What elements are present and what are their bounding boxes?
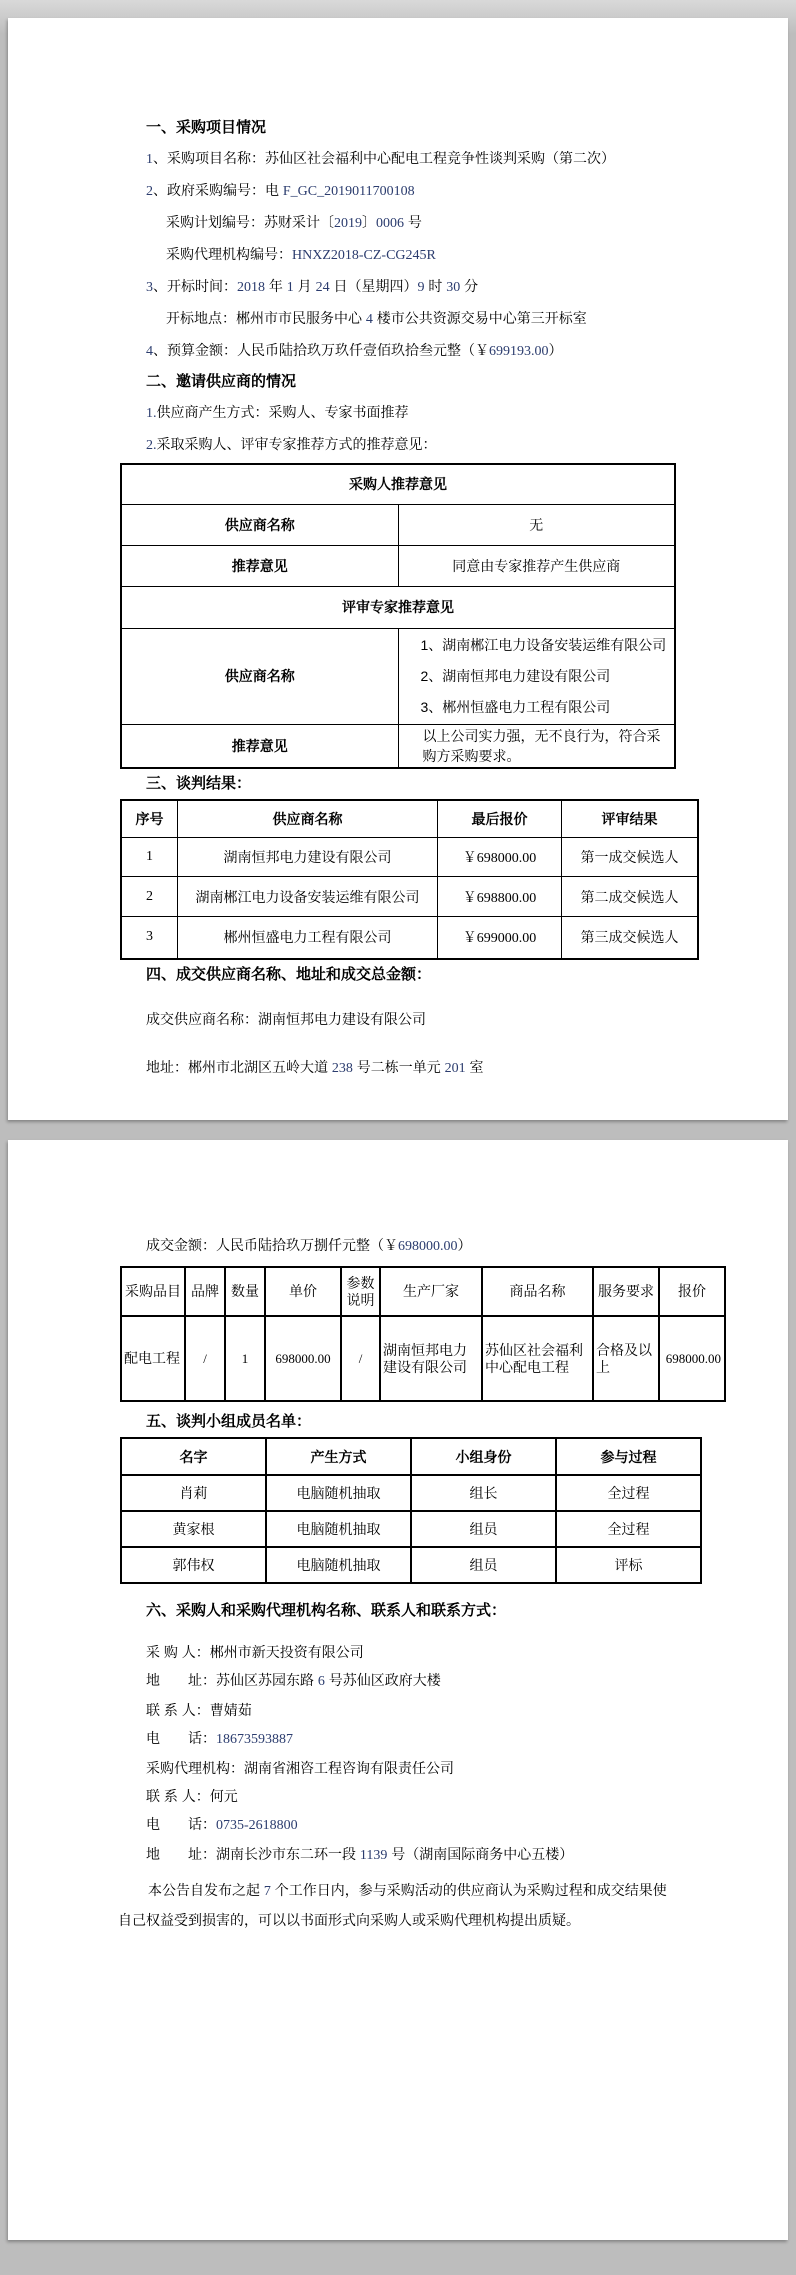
- text-segment: 0006: [376, 216, 404, 231]
- table-cell-supplier-list: [398, 628, 675, 724]
- contact-line-agency-person: [146, 1782, 676, 1810]
- contact-line-agency-address: [146, 1840, 676, 1870]
- table-row: [121, 1316, 725, 1401]
- column-header: 产生方式: [266, 1438, 411, 1475]
- text-segment: 24: [315, 280, 330, 295]
- paragraph-budget: [146, 335, 676, 367]
- paragraph-agency-no: [166, 239, 676, 271]
- members-table: [120, 1437, 702, 1584]
- paragraph-open-time: [146, 271, 676, 303]
- text-segment: 采购代理机构：湖南省湘咨工程咨询有限责任公司: [146, 1760, 454, 1776]
- text-segment: 30: [446, 280, 461, 295]
- paragraph-supplier-way: [146, 397, 676, 429]
- text-segment: 1.: [146, 406, 157, 421]
- section-heading-2: 二、邀请供应商的情况: [146, 373, 297, 390]
- column-header: 数量: [225, 1267, 265, 1316]
- text-segment: 〕: [362, 214, 376, 230]
- text-segment: 采取采购人、评审专家推荐方式的推荐意见：: [156, 436, 437, 452]
- paragraph-project-name: [146, 143, 676, 175]
- table-row: [121, 628, 675, 724]
- column-header: 名字: [121, 1438, 266, 1475]
- section-heading-6: 六、采购人和采购代理机构名称、联系人和联系方式：: [146, 1602, 507, 1619]
- text-segment: 日（星期四）: [329, 278, 418, 294]
- text-segment: 楼市公共资源交易中心第三开标室: [372, 310, 587, 326]
- table-cell-brand: /: [185, 1316, 225, 1401]
- table-cell-price: ￥698800.00: [438, 877, 562, 917]
- text-segment: ）: [548, 342, 563, 358]
- table-cell-index: 1: [121, 838, 178, 877]
- product-table: [120, 1266, 726, 1402]
- column-header: 序号: [121, 800, 178, 838]
- table-cell-params: /: [341, 1316, 380, 1401]
- document-viewer: [0, 18, 796, 2275]
- text-segment: 电 话：: [146, 1816, 216, 1832]
- section-heading-4: 四、成交供应商名称、地址和成交总金额：: [146, 965, 432, 983]
- table-cell-name: 肖莉: [121, 1475, 266, 1511]
- column-header: 品牌: [185, 1267, 225, 1316]
- table-cell-role: 组长: [411, 1475, 556, 1511]
- table-cell-product-name: 苏仙区社会福利中心配电工程: [482, 1316, 593, 1401]
- paragraph-dispute-notice: [118, 1876, 676, 1935]
- text-segment: 7: [263, 1884, 271, 1899]
- table-row: [121, 464, 675, 504]
- section-heading-5: 五、谈判小组成员名单：: [146, 1413, 312, 1430]
- text-segment: ）: [457, 1237, 472, 1253]
- text-segment: 号（湖南国际商务中心五楼）: [387, 1846, 574, 1862]
- table-cell-result: 第二成交候选人: [562, 877, 699, 917]
- table-cell-label: 供应商名称: [121, 628, 398, 724]
- table-cell-supplier: 湖南郴江电力设备安装运维有限公司: [178, 877, 438, 917]
- text-segment: 2.: [146, 438, 157, 453]
- table-cell-method: 电脑随机抽取: [266, 1511, 411, 1547]
- paragraph-deal-amount: [146, 1230, 676, 1262]
- text-segment: 电 话：: [146, 1730, 216, 1746]
- table-cell-value: 无: [398, 504, 675, 545]
- column-header: 服务要求: [593, 1267, 659, 1316]
- table-cell-method: 电脑随机抽取: [266, 1547, 411, 1583]
- table-cell-result: 第三成交候选人: [562, 917, 699, 959]
- text-segment: 成交金额：人民币陆拾玖万捌仟元整（￥: [146, 1237, 398, 1253]
- text-segment: 、预算金额：人民币陆拾玖万玖仟壹佰玖拾叁元整（￥: [153, 342, 489, 358]
- table-row: [121, 917, 698, 959]
- table-row: [121, 1475, 701, 1511]
- text-segment: 开标地点：郴州市市民服务中心: [166, 310, 366, 326]
- text-segment: 201: [444, 1060, 466, 1076]
- table-cell-result: 第一成交候选人: [562, 838, 699, 877]
- table-row: [121, 504, 675, 545]
- table-cell-value: 同意由专家推荐产生供应商: [398, 545, 675, 586]
- contact-line-person: [146, 1696, 676, 1724]
- table-cell-method: 电脑随机抽取: [266, 1475, 411, 1511]
- table-cell-purchaser-header: 采购人推荐意见: [121, 464, 675, 504]
- text-segment: 采购计划编号：苏财采计〔: [166, 214, 334, 230]
- column-header: 评审结果: [562, 800, 699, 838]
- text-segment: 地址：郴州市北湖区五岭大道: [146, 1058, 332, 1075]
- text-segment: 6: [317, 1674, 325, 1689]
- table-cell-scope: 评标: [556, 1547, 701, 1583]
- table-cell-service-req: 合格及以上: [593, 1316, 659, 1401]
- text-segment: 成交供应商名称：湖南恒邦电力建设有限公司: [146, 1010, 426, 1027]
- text-segment: HNXZ2018-CZ-CG245R: [292, 248, 436, 263]
- column-header: 生产厂家: [380, 1267, 482, 1316]
- paragraph-winner-address: [146, 1052, 676, 1084]
- section-heading-1: 一、采购项目情况: [146, 119, 267, 136]
- text-segment: 供应商产生方式：采购人、专家书面推荐: [156, 404, 409, 420]
- table-cell-qty: 1: [225, 1316, 265, 1401]
- text-segment: 、开标时间：: [153, 278, 237, 294]
- table-cell-name: 郭伟权: [121, 1547, 266, 1583]
- table-row: [121, 1547, 701, 1583]
- text-segment: 室: [465, 1058, 484, 1075]
- text-segment: 、采购项目名称：苏仙区社会福利中心配电工程竞争性谈判采购（第二次）: [153, 150, 615, 166]
- table-cell-index: 2: [121, 877, 178, 917]
- paragraph-open-place: [166, 303, 676, 335]
- table-cell-supplier: 湖南恒邦电力建设有限公司: [178, 838, 438, 877]
- table-row: [121, 1511, 701, 1547]
- contact-line-agency-phone: [146, 1810, 676, 1840]
- text-segment: 699193.00: [489, 344, 549, 359]
- paragraph-gov-procurement-no: [146, 175, 676, 207]
- column-header: 商品名称: [482, 1267, 593, 1316]
- text-segment: 2: [146, 184, 153, 199]
- table-cell-quote: 698000.00: [659, 1316, 725, 1401]
- text-segment: 联 系 人：曹婧茹: [146, 1702, 252, 1718]
- table-row: [121, 545, 675, 586]
- text-segment: 4: [365, 312, 373, 327]
- results-table: [120, 799, 699, 960]
- paragraph-plan-no: [166, 207, 676, 239]
- table-cell-price: ￥699000.00: [438, 917, 562, 959]
- column-header: 参与过程: [556, 1438, 701, 1475]
- table-cell-role: 组员: [411, 1547, 556, 1583]
- table-header-row: [121, 800, 698, 838]
- document-page-1: [8, 18, 788, 1120]
- column-header: 最后报价: [438, 800, 562, 838]
- page-2-content: [8, 1140, 788, 1935]
- column-header: 采购品目: [121, 1267, 185, 1316]
- table-row: [121, 724, 675, 768]
- paragraph-opinion-way: [146, 429, 676, 461]
- table-cell-price: ￥698000.00: [438, 838, 562, 877]
- text-segment: 时: [424, 278, 447, 294]
- contact-line-phone: [146, 1724, 676, 1754]
- supplier-list-item: 2、湖南恒邦电力建设有限公司: [420, 667, 611, 684]
- text-segment: 地 址：苏仙区苏园东路: [146, 1672, 318, 1688]
- column-header: 单价: [265, 1267, 341, 1316]
- table-cell-manufacturer: 湖南恒邦电力建设有限公司: [380, 1316, 482, 1401]
- table-cell-index: 3: [121, 917, 178, 959]
- column-header: 报价: [659, 1267, 725, 1316]
- table-header-row: [121, 1267, 725, 1316]
- text-segment: 1139: [359, 1848, 388, 1863]
- table-cell-scope: 全过程: [556, 1511, 701, 1547]
- column-header: 小组身份: [411, 1438, 556, 1475]
- text-segment: 分: [460, 278, 479, 294]
- table-cell-name: 黄家根: [121, 1511, 266, 1547]
- text-segment: 3: [146, 280, 153, 295]
- contact-line-purchaser: [146, 1638, 676, 1666]
- table-row: [121, 877, 698, 917]
- text-segment: 238: [331, 1060, 353, 1076]
- table-row: [121, 586, 675, 628]
- text-segment: 2018: [237, 280, 265, 295]
- supplier-list-item: 3、郴州恒盛电力工程有限公司: [420, 698, 611, 715]
- recommendation-table: [120, 463, 676, 769]
- table-cell-unit-price: 698000.00: [265, 1316, 341, 1401]
- text-segment: 9: [417, 280, 425, 295]
- document-page-2: [8, 1140, 788, 2240]
- text-segment: 、政府采购编号：电: [153, 182, 283, 198]
- text-segment: 采 购 人：郴州市新天投资有限公司: [146, 1644, 364, 1660]
- text-segment: 月: [293, 278, 316, 294]
- table-cell-label: 供应商名称: [121, 504, 398, 545]
- contact-line-agency: [146, 1754, 676, 1782]
- section-heading-3: 三、谈判结果：: [146, 774, 252, 792]
- table-cell-scope: 全过程: [556, 1475, 701, 1511]
- table-cell-expert-header: 评审专家推荐意见: [121, 586, 675, 628]
- page-1-content: [8, 18, 788, 1084]
- table-cell-role: 组员: [411, 1511, 556, 1547]
- paragraph-winner: [146, 1004, 676, 1034]
- text-segment: 1: [146, 152, 153, 167]
- column-header: 供应商名称: [178, 800, 438, 838]
- text-segment: 18673593887: [216, 1732, 293, 1747]
- text-segment: 号二栋一单元: [352, 1058, 445, 1075]
- table-cell-item: 配电工程: [121, 1316, 185, 1401]
- text-segment: 号苏仙区政府大楼: [324, 1672, 441, 1688]
- column-header: 参数说明: [341, 1267, 380, 1316]
- text-segment: 2019: [334, 216, 362, 231]
- table-cell-supplier: 郴州恒盛电力工程有限公司: [178, 917, 438, 959]
- text-segment: 4: [146, 344, 153, 359]
- text-segment: 年: [265, 278, 287, 294]
- table-cell-label: 推荐意见: [121, 545, 398, 586]
- text-segment: 联 系 人：何元: [146, 1788, 238, 1804]
- table-header-row: [121, 1438, 701, 1475]
- text-segment: 采购代理机构编号：: [166, 246, 292, 262]
- text-segment: 地 址：湖南长沙市东二环一段: [146, 1846, 360, 1862]
- text-segment: 698000.00: [398, 1239, 458, 1254]
- table-cell-label: 推荐意见: [121, 724, 398, 768]
- supplier-list-item: 1、湖南郴江电力设备安装运维有限公司: [420, 636, 667, 653]
- text-segment: 个工作日内，参与采购活动的供应商认为采购过程和成交结果使自己权益受到损害的，可以以书面形式向采购人或采购代理机构提出质疑。: [118, 1882, 667, 1928]
- text-segment: 0735-2618800: [216, 1818, 298, 1833]
- text-segment: 本公告自发布之起: [148, 1882, 264, 1898]
- table-row: [121, 838, 698, 877]
- text-segment: 1: [286, 280, 294, 295]
- text-segment: 号: [404, 214, 422, 230]
- text-segment: F_GC_2019011700108: [282, 184, 415, 199]
- table-cell-value: 以上公司实力强，无不良行为，符合采购方采购要求。: [398, 724, 675, 768]
- contact-line-address: [146, 1666, 676, 1696]
